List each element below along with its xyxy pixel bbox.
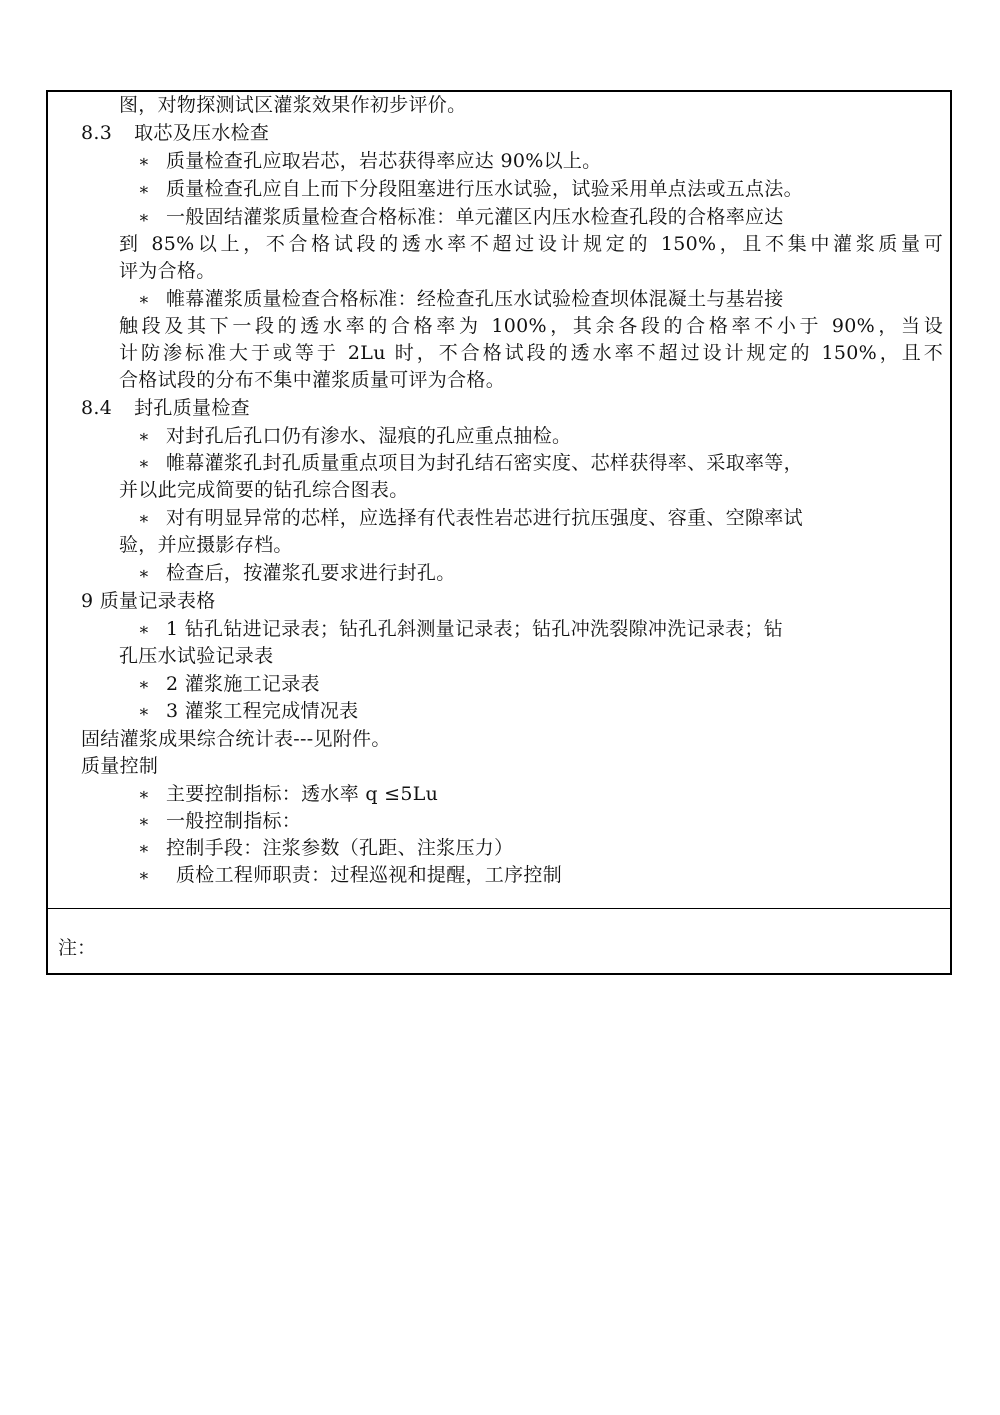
bullet-line — [138, 204, 784, 231]
bullet-text: 3 灌浆工程完成情况表 — [166, 700, 359, 722]
section-number: 8.4 — [81, 397, 113, 419]
paragraph-continuation: 评为合格。 — [119, 260, 216, 282]
bullet-text: 一般固结灌浆质量检查合格标准：单元灌区内压水检查孔段的合格率应达 — [166, 206, 784, 228]
bullet-text: 主要控制指标：透水率 q ≤5Lu — [166, 783, 439, 805]
attachment-line: 固结灌浆成果综合统计表---见附件。 — [81, 728, 391, 750]
star-bullet-icon: ∗ — [138, 702, 150, 722]
continued-line: 图，对物探测试区灌浆效果作初步评价。 — [119, 94, 467, 116]
star-bullet-icon: ∗ — [138, 866, 150, 886]
paragraph-continuation: 孔压水试验记录表 — [119, 645, 274, 667]
bullet-line — [138, 835, 513, 862]
section-title: 封孔质量检查 — [134, 397, 250, 419]
star-bullet-icon: ∗ — [138, 180, 150, 200]
paragraph-continuation: 验，并应摄影存档。 — [119, 534, 293, 556]
bullet-line — [138, 781, 438, 808]
section-number: 8.3 — [81, 122, 113, 144]
star-bullet-icon: ∗ — [138, 812, 150, 832]
bullet-line — [138, 671, 320, 698]
paragraph-continuation: 计防渗标准大于或等于 2Lu 时，不合格试段的透水率不超过设计规定的 150%，且不 — [119, 342, 943, 364]
bullet-line — [138, 176, 803, 203]
star-bullet-icon: ∗ — [138, 454, 150, 474]
bullet-text: 质检工程师职责：过程巡视和提醒，工序控制 — [176, 864, 563, 886]
bullet-text: 控制手段：注浆参数（孔距、注浆压力） — [166, 837, 514, 859]
note-label: 注： — [58, 937, 97, 959]
section-title: 取芯及压水检查 — [134, 122, 270, 144]
star-bullet-icon: ∗ — [138, 290, 150, 310]
bullet-text: 质量检查孔应自上而下分段阻塞进行压水试验，试验采用单点法或五点法。 — [166, 178, 803, 200]
paragraph-continuation: 触段及其下一段的透水率的合格率为 100%，其余各段的合格率不小于 90%，当设 — [119, 315, 943, 337]
document-table — [46, 90, 952, 975]
star-bullet-icon: ∗ — [138, 208, 150, 228]
note-cell — [48, 909, 950, 973]
bullet-text: 对封孔后孔口仍有渗水、湿痕的孔应重点抽检。 — [166, 425, 572, 447]
star-bullet-icon: ∗ — [138, 509, 150, 529]
bullet-line — [138, 423, 571, 450]
bullet-text: 2 灌浆施工记录表 — [166, 673, 320, 695]
paragraph-continuation: 并以此完成简要的钻孔综合图表。 — [119, 479, 409, 501]
bullet-line — [138, 862, 562, 889]
bullet-text: 质量检查孔应取岩芯，岩芯获得率应达 90%以上。 — [166, 150, 602, 172]
bullet-line — [138, 505, 803, 532]
paragraph-continuation: 到 85%以上，不合格试段的透水率不超过设计规定的 150%，且不集中灌浆质量可 — [119, 233, 943, 255]
star-bullet-icon: ∗ — [138, 839, 150, 859]
bullet-line — [138, 616, 783, 643]
bullet-line — [138, 450, 803, 477]
section-9-heading: 9 质量记录表格 — [81, 590, 216, 612]
section-8-4-heading — [81, 395, 250, 421]
bullet-line — [138, 148, 601, 175]
bullet-line — [138, 808, 301, 835]
bullet-line — [138, 286, 784, 313]
bullet-text: 帷幕灌浆质量检查合格标准：经检查孔压水试验检查坝体混凝土与基岩接 — [166, 288, 784, 310]
content-cell — [48, 92, 950, 909]
bullet-text: 检查后，按灌浆孔要求进行封孔。 — [166, 562, 456, 584]
star-bullet-icon: ∗ — [138, 620, 150, 640]
bullet-line — [138, 560, 456, 587]
section-8-3-heading — [81, 120, 269, 146]
star-bullet-icon: ∗ — [138, 675, 150, 695]
bullet-line — [138, 698, 358, 725]
paragraph-continuation: 合格试段的分布不集中灌浆质量可评为合格。 — [119, 369, 506, 391]
quality-control-heading: 质量控制 — [81, 755, 159, 777]
star-bullet-icon: ∗ — [138, 427, 150, 447]
bullet-text: 对有明显异常的芯样，应选择有代表性岩芯进行抗压强度、容重、空隙率试 — [166, 507, 803, 529]
star-bullet-icon: ∗ — [138, 564, 150, 584]
bullet-text: 1 钻孔钻进记录表；钻孔孔斜测量记录表；钻孔冲洗裂隙冲洗记录表；钻 — [166, 618, 784, 640]
bullet-text: 一般控制指标： — [166, 810, 302, 832]
star-bullet-icon: ∗ — [138, 785, 150, 805]
bullet-text: 帷幕灌浆孔封孔质量重点项目为封孔结石密实度、芯样获得率、采取率等， — [166, 452, 803, 474]
star-bullet-icon: ∗ — [138, 152, 150, 172]
